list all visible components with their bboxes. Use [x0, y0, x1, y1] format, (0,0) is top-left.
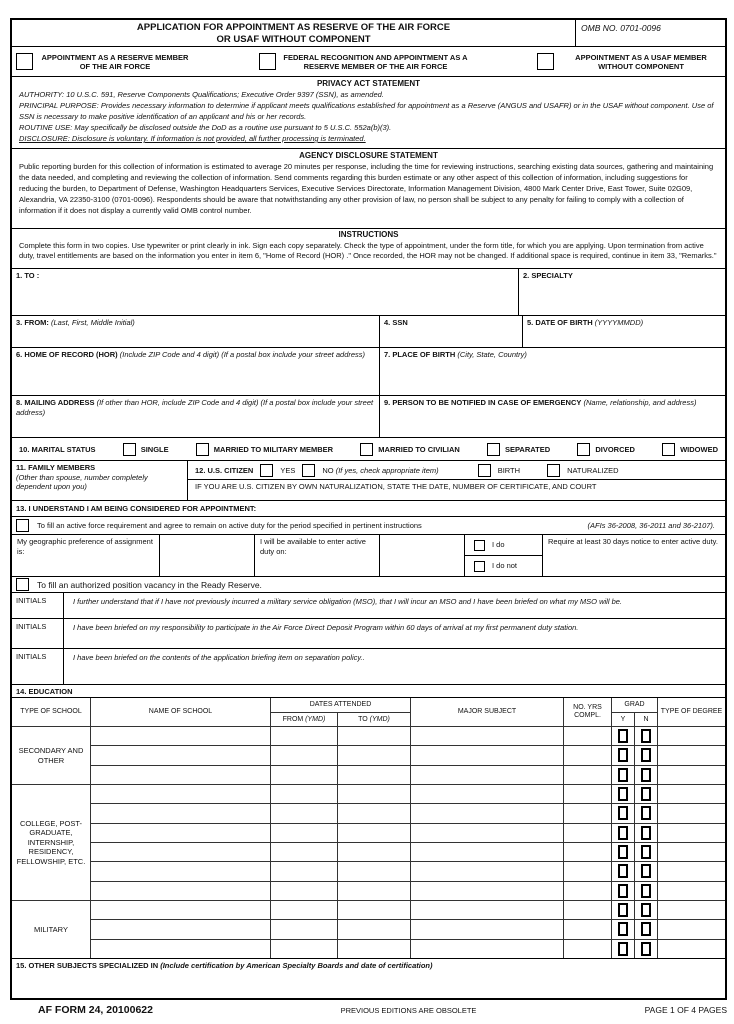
- row-items-3-5: [12, 315, 725, 347]
- omb-number: OMB NO. 0701-0096: [575, 20, 725, 46]
- marital-single: [123, 443, 169, 456]
- citizen-naturalized-checkbox[interactable]: [547, 464, 560, 477]
- page-number: PAGE 1 OF 4 PAGES: [644, 1005, 727, 1015]
- initials-separation-text: I have been briefed on the contents of the application briefing item on separation policy..: [73, 653, 365, 662]
- initials-row-direct-deposit: [12, 618, 725, 648]
- grad-y-checkbox[interactable]: [612, 940, 634, 958]
- reserve-member-checkbox[interactable]: [16, 53, 33, 70]
- edu-cell[interactable]: [271, 766, 337, 784]
- privacy-disclosure: DISCLOSURE: Disclosure is voluntary. If information is not provided, all further processing is terminated.: [19, 134, 366, 143]
- agency-disclosure-text: Public reporting burden for this collection of information is estimated to average 20 minutes per response, including the time for reviewing instructions, searching existing data sources, gathering and maintaining the data needed, and completing and reviewing the collection of information. Send comments regarding this burden estimate or any other aspect of this collection of information, including suggestions for reducing the burden, to Department of Defense, Washington Headquarters Services, Executive Services Directorate, Information Management Division, 4800 Mark Center Drive, East Tower, Suite 02G09, Alexandria, VA 22350-3100 (0701-0096). Respondents should be aware that notwithstanding any other provision of law, no person shall be subject to any penalty for failing to comply with a collection of information if it does not display a currently valid OMB control number.: [19, 162, 714, 215]
- notice-text: Require at least 30 days notice to enter active duty.: [542, 535, 725, 576]
- edu-cell[interactable]: [564, 901, 611, 919]
- i-do-not-checkbox[interactable]: [474, 561, 485, 572]
- field-emergency-note: (Name, relationship, and address): [583, 398, 697, 407]
- field-ssn-label: 4. SSN: [384, 318, 408, 327]
- federal-recognition-checkbox[interactable]: [259, 53, 276, 70]
- edu-header-no-yrs-compl: NO. YRS COMPL.: [564, 698, 611, 726]
- married-military-label: MARRIED TO MILITARY MEMBER: [213, 444, 334, 454]
- edu-header-type-of-school: TYPE OF SCHOOL: [12, 698, 90, 726]
- edu-header-to: TO (YMD): [338, 713, 410, 726]
- field-emergency-label: 9. PERSON TO BE NOTIFIED IN CASE OF EMERGENCY: [384, 398, 582, 407]
- row-geographic-preference: [12, 534, 725, 576]
- grad-y-checkbox[interactable]: [612, 862, 634, 880]
- edu-cell[interactable]: [658, 746, 725, 764]
- field-from-label: 3. FROM:: [16, 318, 49, 327]
- citizen-no-label: NO (If yes, check appropriate item): [322, 465, 439, 475]
- initials-mso-text: I further understand that if I have not previously incurred a military service obligation (MSO), that I will incur an MSO and I have been briefed on what my MSO will be.: [73, 597, 623, 606]
- edu-cell[interactable]: [271, 843, 337, 861]
- grad-y-checkbox[interactable]: [612, 901, 634, 919]
- field-mailing-note: (If other than HOR, include ZIP Code and 4 digit) (If a postal box include your street address): [16, 398, 374, 417]
- i-do-not-label: I do not: [492, 561, 518, 570]
- field-specialty[interactable]: [518, 269, 725, 315]
- instructions-section: [12, 228, 725, 268]
- field-mailing-address[interactable]: [12, 396, 379, 437]
- marital-widowed: [662, 443, 718, 456]
- edu-cell[interactable]: [564, 824, 611, 842]
- i-do-label: I do: [492, 540, 505, 549]
- row-item-15: [12, 958, 725, 998]
- edu-cell[interactable]: [91, 804, 270, 822]
- naturalization-detail-field[interactable]: [188, 480, 725, 500]
- privacy-act-title: PRIVACY ACT STATEMENT: [316, 79, 421, 88]
- edu-cell[interactable]: [658, 940, 725, 958]
- edu-cell[interactable]: [91, 727, 270, 745]
- edu-cell[interactable]: [271, 824, 337, 842]
- edu-cell[interactable]: [411, 804, 563, 822]
- edu-cell[interactable]: [91, 843, 270, 861]
- other-subjects-note: (Include certification by American Specialty Boards and date of certification): [160, 961, 433, 970]
- notice-choice-cell: [464, 535, 542, 576]
- ready-reserve-checkbox[interactable]: [16, 578, 29, 591]
- edu-cell[interactable]: [338, 901, 410, 919]
- citizen-checkbox-row: [188, 461, 725, 480]
- federal-recognition-label: FEDERAL RECOGNITION AND APPOINTMENT AS A RESERVE MEMBER OF THE AIR FORCE: [283, 52, 468, 71]
- other-subjects-label: 15. OTHER SUBJECTS SPECIALIZED IN: [16, 961, 159, 970]
- edu-cell[interactable]: [338, 843, 410, 861]
- grad-y-checkbox[interactable]: [612, 843, 634, 861]
- married-military-checkbox[interactable]: [196, 443, 209, 456]
- edu-cell[interactable]: [564, 920, 611, 938]
- family-members-label: 11. FAMILY MEMBERS: [16, 463, 96, 472]
- row-education-label: [12, 684, 725, 697]
- grad-y-checkbox[interactable]: [612, 766, 634, 784]
- field-to-label: 1. TO :: [16, 271, 40, 280]
- row-items-6-7: [12, 347, 725, 395]
- field-place-of-birth[interactable]: [379, 348, 725, 395]
- grad-n-checkbox[interactable]: [635, 882, 657, 900]
- edu-cell[interactable]: [338, 882, 410, 900]
- grad-n-checkbox[interactable]: [635, 940, 657, 958]
- privacy-act-section: [12, 76, 725, 148]
- edu-cell[interactable]: [338, 824, 410, 842]
- edu-cell[interactable]: [564, 843, 611, 861]
- edu-cell[interactable]: [271, 920, 337, 938]
- field-hor-note: (Include ZIP Code and 4 digit) (If a postal box include your street address): [119, 350, 366, 359]
- single-checkbox[interactable]: [123, 443, 136, 456]
- separated-label: SEPARATED: [504, 444, 551, 454]
- edu-cell[interactable]: [411, 901, 563, 919]
- row-ready-reserve-option: [12, 576, 725, 592]
- edu-cell[interactable]: [564, 804, 611, 822]
- edu-cell[interactable]: [91, 901, 270, 919]
- grad-n-checkbox[interactable]: [635, 862, 657, 880]
- edu-cell[interactable]: [91, 785, 270, 803]
- field-ssn[interactable]: [379, 316, 522, 347]
- edu-cell[interactable]: [564, 940, 611, 958]
- grad-y-checkbox[interactable]: [612, 746, 634, 764]
- edu-header-name-of-school: NAME OF SCHOOL: [91, 698, 270, 726]
- field-dob-label: 5. DATE OF BIRTH: [527, 318, 593, 327]
- active-force-label: To fill an active force requirement and agree to remain on active duty for the period specified in pertinent instructions: [37, 521, 422, 530]
- citizen-yes-checkbox[interactable]: [260, 464, 273, 477]
- edu-cell[interactable]: [411, 940, 563, 958]
- citizen-no-checkbox[interactable]: [302, 464, 315, 477]
- field-date-of-birth[interactable]: [522, 316, 725, 347]
- edu-cell[interactable]: [658, 843, 725, 861]
- field-hor-label: 6. HOME OF RECORD (HOR): [16, 350, 118, 359]
- education-label: 14. EDUCATION: [16, 686, 73, 696]
- grad-y-checkbox[interactable]: [612, 882, 634, 900]
- marital-separated: [487, 443, 550, 456]
- grad-n-checkbox[interactable]: [635, 901, 657, 919]
- obsolete-notice: PREVIOUS EDITIONS ARE OBSOLETE: [340, 1006, 477, 1015]
- citizen-birth-checkbox[interactable]: [478, 464, 491, 477]
- field-other-subjects[interactable]: [12, 959, 437, 998]
- citizen-birth-label: BIRTH: [497, 465, 521, 475]
- geo-preference-label: My geographic preference of assignment is:: [17, 537, 153, 556]
- citizen-no-note: (If yes, check appropriate item): [335, 465, 439, 475]
- edu-cell[interactable]: [271, 882, 337, 900]
- edu-cell[interactable]: [271, 785, 337, 803]
- marital-married-military: [196, 443, 333, 456]
- edu-cell[interactable]: [411, 727, 563, 745]
- grad-n-checkbox[interactable]: [635, 804, 657, 822]
- edu-cell[interactable]: [411, 766, 563, 784]
- form-number: AF FORM 24, 20100622: [38, 1004, 153, 1016]
- i-do-checkbox[interactable]: [474, 540, 485, 551]
- form-title: [12, 20, 575, 46]
- available-date-field[interactable]: [379, 535, 464, 576]
- edu-cell[interactable]: [91, 940, 270, 958]
- grad-y-checkbox[interactable]: [612, 727, 634, 745]
- field-specialty-label: 2. SPECIALTY: [523, 271, 573, 280]
- initials-field[interactable]: INITIALS: [12, 619, 64, 648]
- married-civilian-checkbox[interactable]: [360, 443, 373, 456]
- agency-disclosure-title: AGENCY DISCLOSURE STATEMENT: [299, 151, 438, 160]
- divorced-label: DIVORCED: [595, 444, 635, 454]
- page-footer: [10, 1004, 727, 1016]
- privacy-authority: AUTHORITY: 10 U.S.C. 591, Reserve Components Qualifications; Executive Order 9397 (SSN), as amended.: [19, 90, 384, 99]
- edu-group-label: SECONDARY AND OTHER: [12, 727, 90, 784]
- grad-n-checkbox[interactable]: [635, 727, 657, 745]
- edu-cell[interactable]: [91, 920, 270, 938]
- row-marital-status: [12, 437, 725, 460]
- initials-field[interactable]: INITIALS: [12, 593, 64, 618]
- edu-cell[interactable]: [411, 862, 563, 880]
- edu-cell[interactable]: [338, 862, 410, 880]
- edu-cell[interactable]: [91, 824, 270, 842]
- edu-group-label: MILITARY: [12, 901, 90, 958]
- edu-header-grad: GRAD: [612, 698, 657, 712]
- edu-cell[interactable]: [564, 882, 611, 900]
- divorced-checkbox[interactable]: [577, 443, 590, 456]
- edu-cell[interactable]: [338, 940, 410, 958]
- appointment-type-reserve: [16, 53, 190, 71]
- edu-cell[interactable]: [564, 862, 611, 880]
- field-family-members[interactable]: [12, 461, 187, 500]
- edu-cell[interactable]: [564, 727, 611, 745]
- edu-cell[interactable]: [658, 766, 725, 784]
- grad-n-checkbox[interactable]: [635, 843, 657, 861]
- edu-header-grad-y: Y: [612, 713, 634, 726]
- initials-row-separation-policy: [12, 648, 725, 684]
- edu-cell[interactable]: [564, 766, 611, 784]
- edu-header-major-subject: MAJOR SUBJECT: [411, 698, 563, 726]
- naturalization-note: IF YOU ARE U.S. CITIZEN BY OWN NATURALIZATION, STATE THE DATE, NUMBER OF CERTIFICATE, AND COURT: [195, 482, 597, 491]
- marital-married-civilian: [360, 443, 460, 456]
- citizen-label: 12. U.S. CITIZEN: [195, 465, 254, 475]
- edu-header-grad-n: N: [635, 713, 657, 726]
- instructions-text: Complete this form in two copies. Use typewriter or print clearly in ink. Sign each copy separately. Check the type of appointment, under the form title, for which you are applying. Upon termination from active duty, travel entitlements are based on the information you enter in item 6, "Home of Record (HOR) ." Once recorded, the HOR may not be changed. If additional space is required, continue in item 33, "Remarks.": [19, 240, 717, 260]
- edu-cell[interactable]: [338, 727, 410, 745]
- marital-divorced: [577, 443, 635, 456]
- grad-n-checkbox[interactable]: [635, 824, 657, 842]
- appointment-type-federal: [259, 53, 468, 71]
- edu-cell[interactable]: [411, 746, 563, 764]
- edu-cell[interactable]: [338, 804, 410, 822]
- edu-cell[interactable]: [658, 901, 725, 919]
- privacy-routine-use: ROUTINE USE: May specifically be disclosed outside the DoD as a routine use pursuant to 5 U.S.C. 552a(b)(3).: [19, 123, 392, 132]
- initials-direct-deposit-text: I have been briefed on my responsibility to participate in the Air Force Direct Deposit Program within 60 days of arrival at my first permanent duty station.: [73, 623, 579, 632]
- edu-cell[interactable]: [411, 920, 563, 938]
- title-row: [12, 20, 725, 46]
- grad-n-checkbox[interactable]: [635, 785, 657, 803]
- separated-checkbox[interactable]: [487, 443, 500, 456]
- available-date-label: I will be available to enter active duty on:: [254, 535, 379, 576]
- grad-n-checkbox[interactable]: [635, 920, 657, 938]
- privacy-principal-purpose: PRINCIPAL PURPOSE: Provides necessary information to determine if applicant meets qualifications established for appointment as a Reserve (ANGUS and USAFR) or in the USAF without component. Use of SSN is necessary to make positive identification of an applicant and his or her records.: [19, 101, 714, 121]
- edu-header-dates-attended: DATES ATTENDED: [271, 698, 410, 712]
- row-item-13-header: [12, 500, 725, 516]
- edu-cell[interactable]: [91, 862, 270, 880]
- row-items-11-12: [12, 460, 725, 500]
- grad-y-checkbox[interactable]: [612, 920, 634, 938]
- edu-cell[interactable]: [338, 766, 410, 784]
- grad-n-checkbox[interactable]: [635, 766, 657, 784]
- instructions-title: INSTRUCTIONS: [338, 230, 399, 239]
- edu-cell[interactable]: [658, 804, 725, 822]
- edu-cell[interactable]: [338, 920, 410, 938]
- field-home-of-record[interactable]: [12, 348, 379, 395]
- edu-cell[interactable]: [91, 766, 270, 784]
- edu-cell[interactable]: [658, 727, 725, 745]
- education-table: [12, 697, 725, 958]
- field-from[interactable]: [12, 316, 379, 347]
- usaf-without-component-label: APPOINTMENT AS A USAF MEMBER WITHOUT COMPONENT: [575, 52, 707, 71]
- edu-cell[interactable]: [658, 785, 725, 803]
- agency-disclosure-section: [12, 148, 725, 228]
- field-pob-label: 7. PLACE OF BIRTH: [384, 350, 456, 359]
- edu-cell[interactable]: [411, 843, 563, 861]
- appointment-type-usaf: [537, 53, 721, 71]
- form-title-line1: APPLICATION FOR APPOINTMENT AS RESERVE OF THE AIR FORCE: [136, 22, 451, 33]
- field-emergency-contact[interactable]: [379, 396, 725, 437]
- edu-cell[interactable]: [271, 727, 337, 745]
- edu-cell[interactable]: [271, 940, 337, 958]
- edu-cell[interactable]: [338, 746, 410, 764]
- grad-y-checkbox[interactable]: [612, 785, 634, 803]
- edu-cell[interactable]: [658, 882, 725, 900]
- edu-cell[interactable]: [658, 824, 725, 842]
- edu-cell[interactable]: [658, 862, 725, 880]
- edu-cell[interactable]: [271, 901, 337, 919]
- citizen-naturalized-label: NATURALIZED: [567, 465, 619, 475]
- row-active-force-option: [12, 516, 725, 534]
- row-items-8-9: [12, 395, 725, 437]
- field-dob-note: (YYYYMMDD): [594, 318, 644, 327]
- edu-cell[interactable]: [91, 882, 270, 900]
- edu-cell[interactable]: [564, 746, 611, 764]
- single-label: SINGLE: [140, 444, 169, 454]
- appointment-type-row: [12, 46, 725, 76]
- grad-y-checkbox[interactable]: [612, 824, 634, 842]
- field-to[interactable]: [12, 269, 518, 315]
- family-members-note: (Other than spouse, number completely dependent upon you): [16, 472, 148, 491]
- edu-cell[interactable]: [271, 862, 337, 880]
- edu-header-type-of-degree: TYPE OF DEGREE: [658, 698, 725, 726]
- edu-cell[interactable]: [411, 785, 563, 803]
- edu-group-label: COLLEGE, POST-GRADUATE, INTERNSHIP, RESIDENCY, FELLOWSHIP, ETC.: [12, 785, 90, 900]
- i-do-option: [465, 535, 542, 555]
- af-form-24: [10, 18, 727, 1000]
- edu-cell[interactable]: [271, 804, 337, 822]
- widowed-label: WIDOWED: [680, 444, 718, 454]
- edu-cell[interactable]: [271, 746, 337, 764]
- edu-cell[interactable]: [338, 785, 410, 803]
- edu-cell[interactable]: [658, 920, 725, 938]
- edu-cell[interactable]: [91, 746, 270, 764]
- field-mailing-label: 8. MAILING ADDRESS: [16, 398, 95, 407]
- edu-cell[interactable]: [411, 882, 563, 900]
- afis-note: (AFIs 36-2008, 36-2011 and 36-2107).: [587, 521, 715, 530]
- widowed-checkbox[interactable]: [662, 443, 675, 456]
- active-force-checkbox[interactable]: [16, 519, 29, 532]
- marital-status-label: 10. MARITAL STATUS: [19, 444, 96, 454]
- field-pob-note: (City, State, Country): [457, 350, 527, 359]
- form-title-line2: OR USAF WITHOUT COMPONENT: [216, 33, 371, 45]
- grad-y-checkbox[interactable]: [612, 804, 634, 822]
- field-us-citizen: [187, 461, 725, 500]
- field-from-note: (Last, First, Middle Initial): [51, 318, 135, 327]
- grad-n-checkbox[interactable]: [635, 746, 657, 764]
- item-13-label: 13. I UNDERSTAND I AM BEING CONSIDERED FOR APPOINTMENT:: [16, 504, 257, 513]
- edu-header-from: FROM (YMD): [271, 713, 337, 726]
- geo-preference-field[interactable]: [159, 535, 254, 576]
- reserve-member-label: APPOINTMENT AS A RESERVE MEMBER OF THE AIR FORCE: [41, 52, 189, 71]
- married-civilian-label: MARRIED TO CIVILIAN: [378, 444, 460, 454]
- initials-row-mso: [12, 592, 725, 618]
- usaf-without-component-checkbox[interactable]: [537, 53, 554, 70]
- i-do-not-option: [465, 555, 542, 576]
- citizen-yes-label: YES: [280, 465, 296, 475]
- edu-cell[interactable]: [564, 785, 611, 803]
- edu-cell[interactable]: [411, 824, 563, 842]
- row-items-1-2: [12, 268, 725, 315]
- initials-field[interactable]: INITIALS: [12, 649, 64, 684]
- ready-reserve-label: To fill an authorized position vacancy in the Ready Reserve.: [37, 579, 262, 590]
